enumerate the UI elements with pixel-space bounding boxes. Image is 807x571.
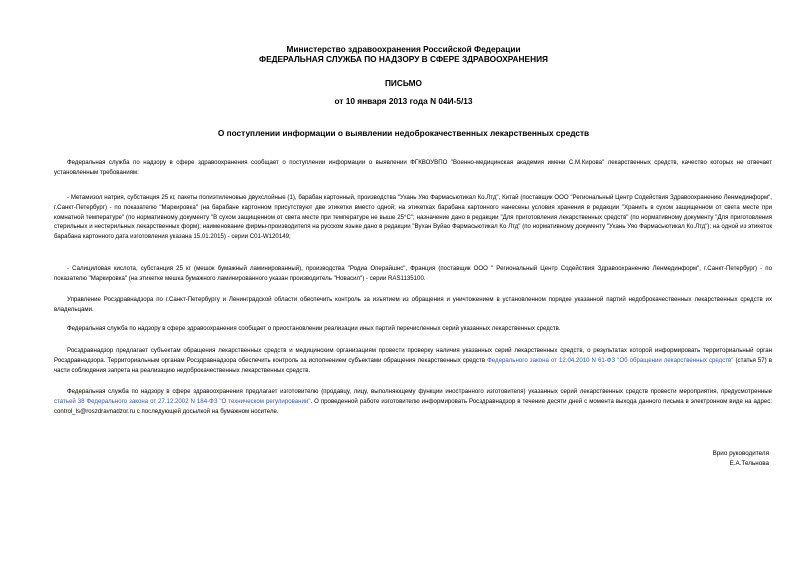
paragraph-4: [54, 295, 772, 315]
signature-position: Врио руководителя: [712, 450, 769, 457]
paragraph-text: Федеральная служба по надзору в сфере здравоохранения сообщает о приостановлении реализации иных партий перечисленных серий указанных лекарственных средств.: [67, 325, 561, 332]
signature-name: Е.А.Тельнова: [729, 460, 769, 467]
ministry-title: Министерство здравоохранения Российской Федерации: [286, 44, 521, 54]
paragraph-6: [54, 346, 772, 375]
paragraph-text: Росздравнадзор предлагает субъектам обращения лекарственных средств и медицинским организациям провести проверку наличия указанных серий лекарственных средств, о результатах которой информировать территориальный орган Росздравнадзора. Территориальным органам Росздравнадзора обеспечить контроль за исполнением субъектами обращения лекарственных средств: [54, 347, 772, 364]
paragraph-3: [54, 264, 772, 284]
doc-type: ПИСЬМО: [384, 78, 423, 88]
paragraph-text: Федеральная служба по надзору в сфере здравоохранения предлагает изготовителю (продавцу, лицу, выполняющему функции иностранного изготовителя) указанных серий лекарственных средств провести мероприятия, предусмотренные: [67, 388, 772, 395]
law-184fz-link[interactable]: статьей 38 Федерального закона от 27.12.2002 N 184-ФЗ "О техническом регулировании": [54, 397, 311, 405]
law-61fz-link[interactable]: Федерального закона от 12.04.2010 N 61-ФЗ "Об обращении лекарственных средств": [487, 356, 734, 364]
paragraph-5: [54, 324, 772, 334]
paragraph-text: - Метамизол натрия, субстанция 25 кг, пакеты полиэтиленовые двухслойные (1), барабан картонный, производства "Ухань Уяо Фармасьютикал Ко.Лтд", Китай (поставщик ООО "Региональный Центр Содействия Здравоохранению Ленмединформ", г.Санкт-Петербург) - по показателю "Маркировка" (на барабане картонном присутствуют две этикетки вместо одной; на этикетках барабана картонного нанесены условия хранения в редакции "Хранить в сухом защищенном от света месте при комнатной температуре" (по нормативному документу "В сухом защищенном от света месте при температуре не выше 25°С"; назначение дано в редакции "Для приготовления лекарственных средств" (по нормативному документу "Для приготовления стерильных и нестерильных лекарственных форм); наименование фирмы-производителя на русском языке дано в редакции "Вухан Вуйао Фармасьютикал Ко Лтд" (по нормативному документу "Ухань Уяо Фармасьютикал Ко.Лтд"); на одной из этикеток барабана картонного дата изготовления указана 15.01.2015) - серии С01-W120149;: [54, 194, 772, 241]
doc-subject: О поступлении информации о выявлении недоброкачественных лекарственных средств: [217, 128, 590, 138]
paragraph-text: (статья 57) в части соблюдения запрета на реализацию недоброкачественных лекарственных средств.: [54, 356, 773, 374]
paragraph-text: Управление Росздравнадзора по г.Санкт-Петербургу и Ленинградской области обеспечить контроль за изъятием из обращения и уничтожением в установленном порядке указанной партий недоброкачественных лекарственных средств их владельцами.: [54, 296, 772, 313]
paragraph-2: [54, 193, 772, 242]
paragraph-text: Федеральная служба по надзору в сфере здравоохранения сообщает о поступлении информации о выявлении ФГКВОУВПО "Военно-медицинская академия имени С.М.Кирова" лекарственных средств, качество которых не отвечает установленным требованиям:: [54, 159, 772, 176]
paragraph-7: [54, 387, 772, 416]
service-title: ФЕДЕРАЛЬНАЯ СЛУЖБА ПО НАДЗОРУ В СФЕРЕ ЗДРАВООХРАНЕНИЯ: [259, 54, 548, 64]
paragraph-1: [54, 158, 772, 178]
paragraph-text: - Салициловая кислота, субстанция 25 кг (мешок бумажный ламинированный), производства "Родиа Операйшнс", Франция (поставщик ООО " Региональный Центр Содействия Здравоохранению Ленмединформ", г.Санкт-Петербург) - по показателю "Маркировка" (на этикетке мешка бумажного ламинированного указан производитель "Новасил") - серии RAS1135100.: [54, 265, 772, 282]
doc-date-number: от 10 января 2013 года N 04И-5/13: [334, 96, 473, 106]
paragraph-text: . О проведенной работе изготовителю информировать Росздравнадзор в течение десяти дней с момента выхода данного письма в электронном виде на адрес: control_ls@roszdravnadzor.ru с последующей досылкой на бумажном носителе.: [54, 397, 772, 415]
